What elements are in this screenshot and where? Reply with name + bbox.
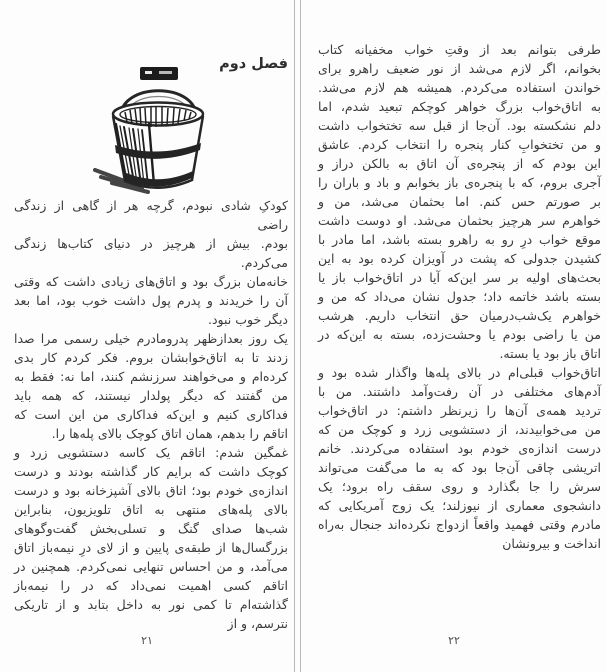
text-line: اتریشی چاقی آن‌جا بود که به ما می‌گفت می‌تواند bbox=[318, 460, 601, 475]
text-line: بخوانم، اگر لازم می‌شد از نور ضعیف راهرو برای bbox=[318, 61, 601, 76]
text-line: گذاشته‌ام تا کمی نور به داخل بتابد و از تاریکی bbox=[14, 597, 288, 612]
page-right[interactable] bbox=[301, 0, 607, 672]
text-line: کودکِ شادی نبودم، گرچه هر از گاهی از زندگی راضی bbox=[14, 198, 288, 232]
text-line: مادرم وقتی فهمید واقعاً ازدواج نکرده‌اند جنجال به‌راه bbox=[318, 517, 601, 532]
text-line: کوچک داشت که برایم کار گذاشته بودند و درست bbox=[14, 464, 288, 479]
text-line: غمگین شدم: اتاقم یک کاسه دستشویی زرد و bbox=[14, 445, 288, 460]
text-line: من یا راضی بودم یا وحشت‌زده، بسته به این‌که در bbox=[318, 327, 601, 342]
text-line: می‌آمد، و من احساس تنهایی نمی‌کردم. همچنین در bbox=[14, 559, 288, 574]
text-line: اتاق باز بود یا بسته. bbox=[499, 346, 601, 361]
text-line: دیگر خوب نبود. bbox=[208, 312, 288, 327]
text-line: خواندن استفاده می‌کردم. همیشه هم لازم می‌شد. bbox=[318, 80, 601, 95]
left-page-text bbox=[14, 196, 288, 633]
text-line: بزرگسال‌ها از طبقه‌ی پایین و از لای درِ نیمه‌باز اتاق bbox=[14, 540, 288, 555]
text-line: خواهرم یک‌شب‌درمیان حق انتخاب داریم. هرشب bbox=[318, 308, 601, 323]
text-line: و من تختخوابِ کنار پنجره را انتخاب کردم. عاشق bbox=[318, 137, 601, 152]
right-page-text bbox=[318, 40, 601, 553]
text-line: درست اندازه‌ی خودم بود استفاده می‌کردند. خانم bbox=[318, 441, 601, 456]
text-line: طرفی بتوانم بعد از وقتِ خواب مخفیانه کتاب bbox=[318, 42, 601, 57]
text-line: فداکاری کنیم و این‌که فداکاری من این است که bbox=[14, 407, 288, 422]
text-line: دلم نشکسته بود. آن‌جا از قبل سه تختخواب داشت bbox=[318, 118, 601, 133]
text-line: اتاقم را بدهم، همان اتاق کوچک بالای پله‌ها را. bbox=[51, 426, 288, 441]
left-page-number: ۲۱ bbox=[141, 634, 153, 647]
text-line: سرش را جا بگذارد و روی سقف راه برود؛ یک bbox=[318, 479, 601, 494]
text-line: تردید همه‌ی آن‌ها را زیرنظر داشتم: در اتاق‌خواب bbox=[318, 403, 601, 418]
text-line: آن را خریدند و پدرم پول داشت خوب بود، اما بعد bbox=[14, 293, 288, 308]
text-line: نترسم، و از bbox=[227, 616, 288, 631]
text-line: اتاقم کسی اهمیت نمی‌داد که در را نیمه‌باز bbox=[14, 578, 288, 593]
text-line: بر صورتم حس کنم. اما بحثمان می‌شد، من و bbox=[318, 194, 601, 209]
text-line: موقع خواب درِ رو به راهرو بسته باشد، اما مادر با bbox=[318, 232, 601, 247]
text-line: کشیدن جدولی که پشت در آویزان کرده بود به این bbox=[318, 251, 601, 266]
text-line: بالای پله‌های منتهی به اتاق تلویزیون، بنابراین bbox=[14, 502, 288, 517]
text-line: بودم. بیش از هرچیز در دنیای کتاب‌ها زندگی bbox=[14, 236, 288, 251]
text-line: انداخت و بیرونشان bbox=[502, 536, 601, 551]
text-line: بسته باشد خاتمه داد؛ جدول نشان می‌داد که من و bbox=[318, 289, 601, 304]
text-line: یک روز بعدازظهر پدرومادرم خیلی رسمی مرا صدا bbox=[14, 331, 288, 346]
bucket-illustration bbox=[88, 66, 230, 196]
text-line: من می‌خوابیدند، از دستشویی زرد و کوچک من که bbox=[318, 422, 601, 437]
text-line: می‌کردم. bbox=[240, 255, 288, 270]
text-line: اندازه‌ی خودم بود؛ اتاق بالای آشپزخانه بود و درست bbox=[14, 483, 288, 498]
text-line: خواهرم سر هرچیز بحثمان می‌شد. او دوست داشت bbox=[318, 213, 601, 228]
text-line: خانه‌مان بزرگ بود و اتاق‌های زیادی داشت که وقتی bbox=[14, 274, 288, 289]
text-line: اتاق‌خواب قبلی‌ام در بالای پله‌ها واگذار شده بود و bbox=[318, 365, 601, 380]
right-page-number: ۲۲ bbox=[448, 634, 460, 647]
text-line: کرده‌ام و می‌خواهند سرزنشم کنند، اما نه: فقط به bbox=[14, 369, 288, 384]
text-line: من گفتند که دیگر پولدار نیستند، که همه باید bbox=[14, 388, 288, 403]
bucket-icon bbox=[88, 66, 230, 196]
page-gutter-divider bbox=[294, 0, 301, 672]
text-line: به اتاق‌خواب بزرگ خواهر کوچکم تبعید شدم، اما bbox=[318, 99, 601, 114]
text-line: بحث‌های اولیه بر سر این‌که آیا در اتاق‌خواب باز یا bbox=[318, 270, 601, 285]
chapter-title: فصل دوم bbox=[219, 56, 288, 73]
text-line: شب‌ها صدای گنگ و تسلی‌بخش گفت‌وگوهای bbox=[14, 521, 288, 536]
text-line: دانشجوی معماری از نیوزلند؛ یک زوج آمریکایی که bbox=[318, 498, 601, 513]
text-line: آدم‌های مختلفی در آن رفت‌وآمد داشتند. من با bbox=[318, 384, 601, 399]
text-line: آجری بروم، که با پنجره‌ی باز بخوابم و باد و باران را bbox=[318, 175, 601, 190]
page-left[interactable] bbox=[0, 0, 294, 672]
text-line: زدند تا به اتاق‌خوابشان بروم. فکر کردم کار بدی bbox=[14, 350, 288, 365]
text-line: این بودم که از پنجره‌ی آن اتاق به بالکن دراز و bbox=[318, 156, 601, 171]
